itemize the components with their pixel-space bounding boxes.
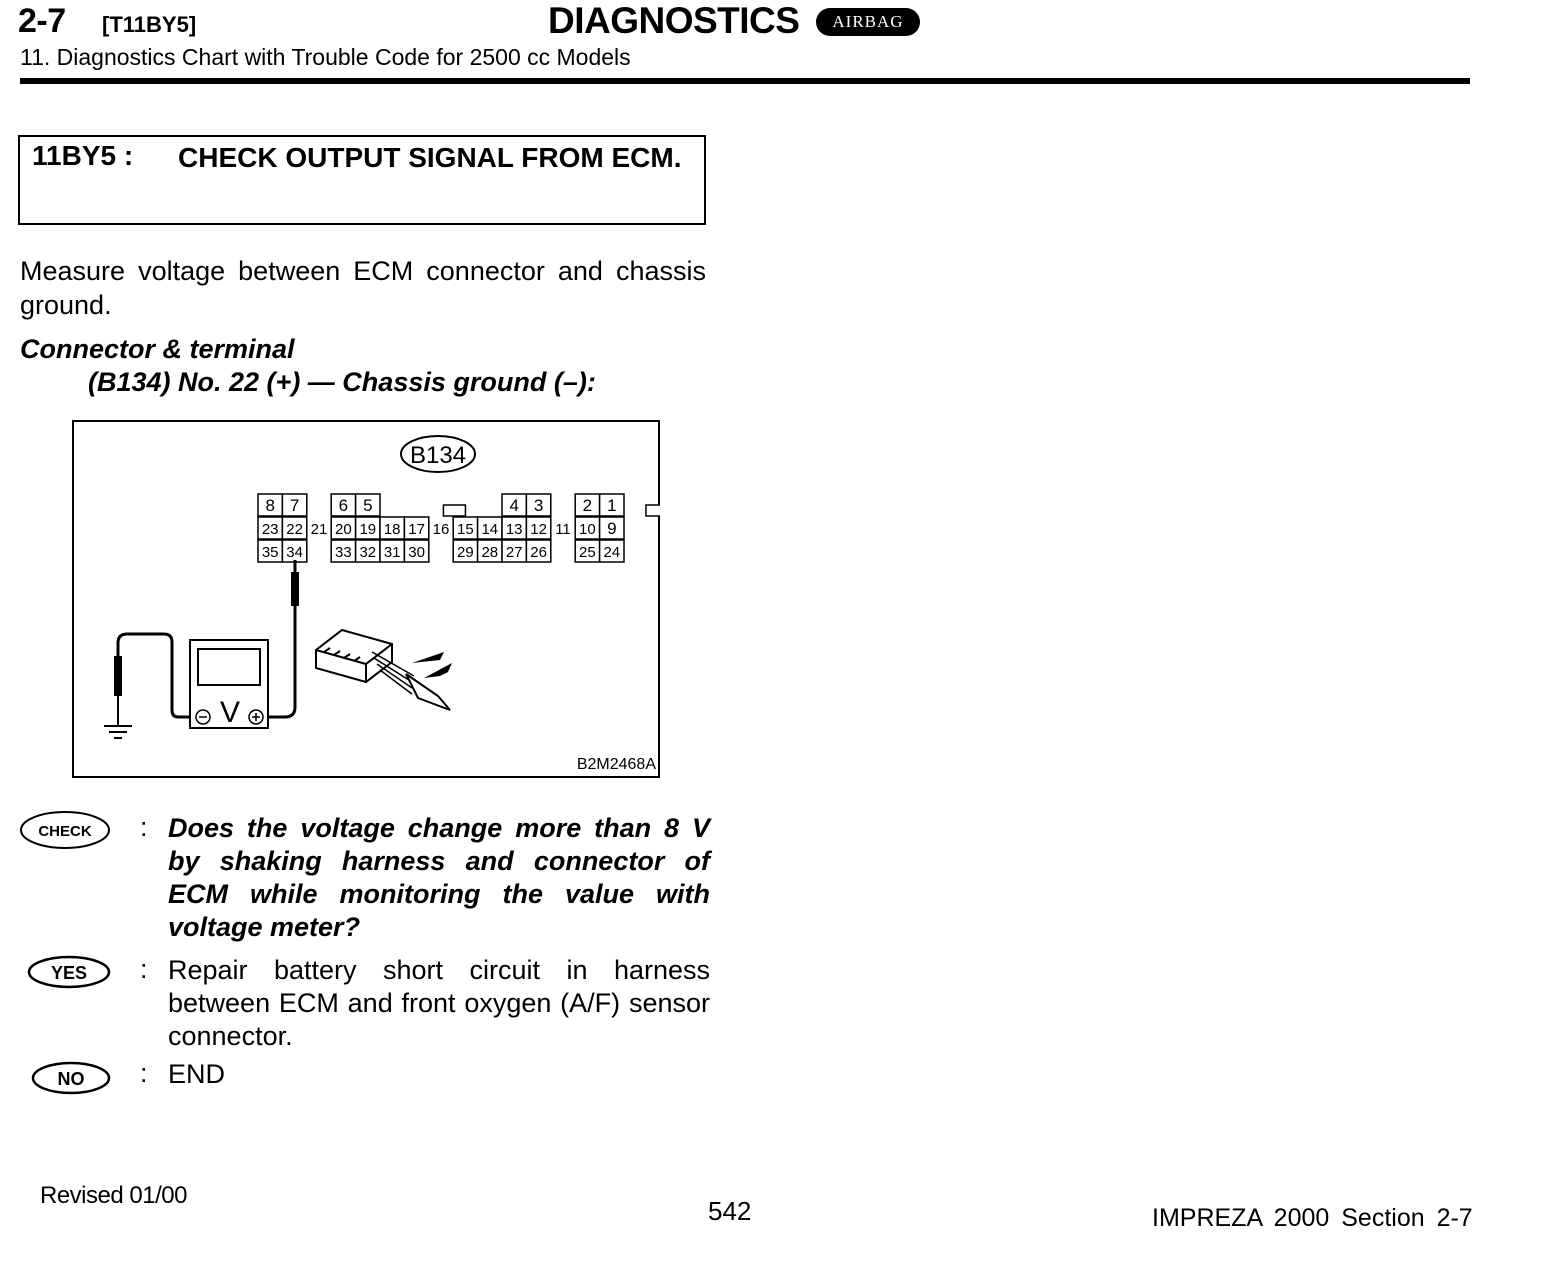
yes-badge-label: YES	[50, 963, 88, 983]
page-number: 542	[708, 1196, 752, 1226]
positive-probe	[291, 572, 299, 606]
terminal-label: 23	[261, 521, 279, 538]
terminal-label: 8	[265, 496, 275, 515]
connector-label: Connector & terminal	[20, 334, 295, 364]
terminal-label: 10	[579, 521, 596, 538]
connector-detail: (B134) No. 22 (+) — Chassis ground (–):	[88, 367, 596, 397]
terminal-label: 32	[359, 544, 377, 561]
book-reference: IMPREZA 2000 Section 2-7	[1152, 1204, 1473, 1232]
terminal-label: 35	[261, 544, 279, 561]
terminal-label: 17	[408, 521, 425, 538]
connector-id-label: B134	[409, 442, 467, 469]
yes-badge-icon	[26, 954, 112, 990]
figure-frame	[73, 421, 659, 777]
terminal-label: 6	[338, 496, 349, 515]
terminal-label: 20	[335, 521, 352, 538]
page-subheading: 11. Diagnostics Chart with Trouble Code for 2500 cc Models	[20, 44, 631, 70]
terminal-label: 26	[530, 544, 547, 561]
voltmeter-display	[198, 649, 260, 685]
terminal-label: 3	[533, 496, 544, 515]
terminal-label: 19	[359, 521, 377, 538]
connector-diagram	[72, 420, 660, 778]
terminal-label: 14	[481, 521, 499, 538]
yes-colon: :	[140, 954, 148, 984]
step-title: CHECK OUTPUT SIGNAL FROM ECM.	[178, 142, 682, 173]
terminal-label: 16	[432, 521, 450, 538]
no-colon: :	[140, 1058, 148, 1088]
terminal-label: 12	[530, 521, 547, 538]
negative-probe	[114, 656, 122, 696]
terminal-label: 9	[607, 519, 617, 538]
terminal-label: 21	[310, 521, 328, 538]
terminal-label: 4	[509, 496, 519, 515]
no-action-text: END	[168, 1059, 226, 1089]
terminal-label: 13	[505, 521, 523, 538]
header-divider	[20, 78, 1470, 84]
section-code: [T11BY5]	[102, 12, 197, 37]
no-badge-icon	[30, 1060, 112, 1096]
terminal-label: 18	[383, 521, 401, 538]
step-code: 11BY5 :	[32, 140, 134, 171]
terminal-label: 22	[286, 521, 303, 538]
terminal-label: 25	[579, 544, 596, 561]
connector-key-tab	[646, 505, 660, 516]
terminal-label: 1	[607, 496, 617, 515]
terminal-label: 28	[481, 544, 499, 561]
check-colon: :	[140, 812, 148, 842]
terminal-label: 29	[457, 544, 474, 561]
connector-key-tab	[443, 505, 465, 516]
yes-action-text: Repair battery short circuit in harness between ECM and front oxygen (A/F) sensor connector.	[168, 955, 710, 1051]
terminal-label: 27	[505, 544, 523, 561]
terminal-label: 5	[363, 496, 373, 515]
terminal-label: 30	[408, 544, 425, 561]
instruction-text: Measure voltage between ECM connector and chassis ground.	[20, 256, 706, 320]
revision-date: Revised 01/00	[40, 1182, 187, 1209]
page-heading: DIAGNOSTICS	[548, 0, 800, 41]
check-question: Does the voltage change more than 8 V by shaking harness and connector of ECM while monitoring the value with voltage meter?	[168, 813, 710, 942]
terminal-label: 15	[457, 521, 474, 538]
check-badge-icon	[20, 810, 110, 850]
terminal-label: 24	[603, 544, 621, 561]
terminal-label: 31	[383, 544, 401, 561]
figure-code: B2M2468A	[576, 756, 656, 773]
voltmeter-symbol: V	[219, 696, 241, 729]
terminal-label: 2	[582, 496, 593, 515]
airbag-badge: AIRBAG	[816, 8, 920, 36]
terminal-label: 34	[286, 544, 303, 561]
terminal-label: 11	[555, 521, 571, 538]
no-badge-label: NO	[57, 1069, 85, 1089]
terminal-label: 33	[335, 544, 352, 561]
check-badge-label: CHECK	[38, 823, 92, 840]
terminal-label: 7	[289, 496, 300, 515]
section-number: 2-7	[18, 2, 66, 40]
